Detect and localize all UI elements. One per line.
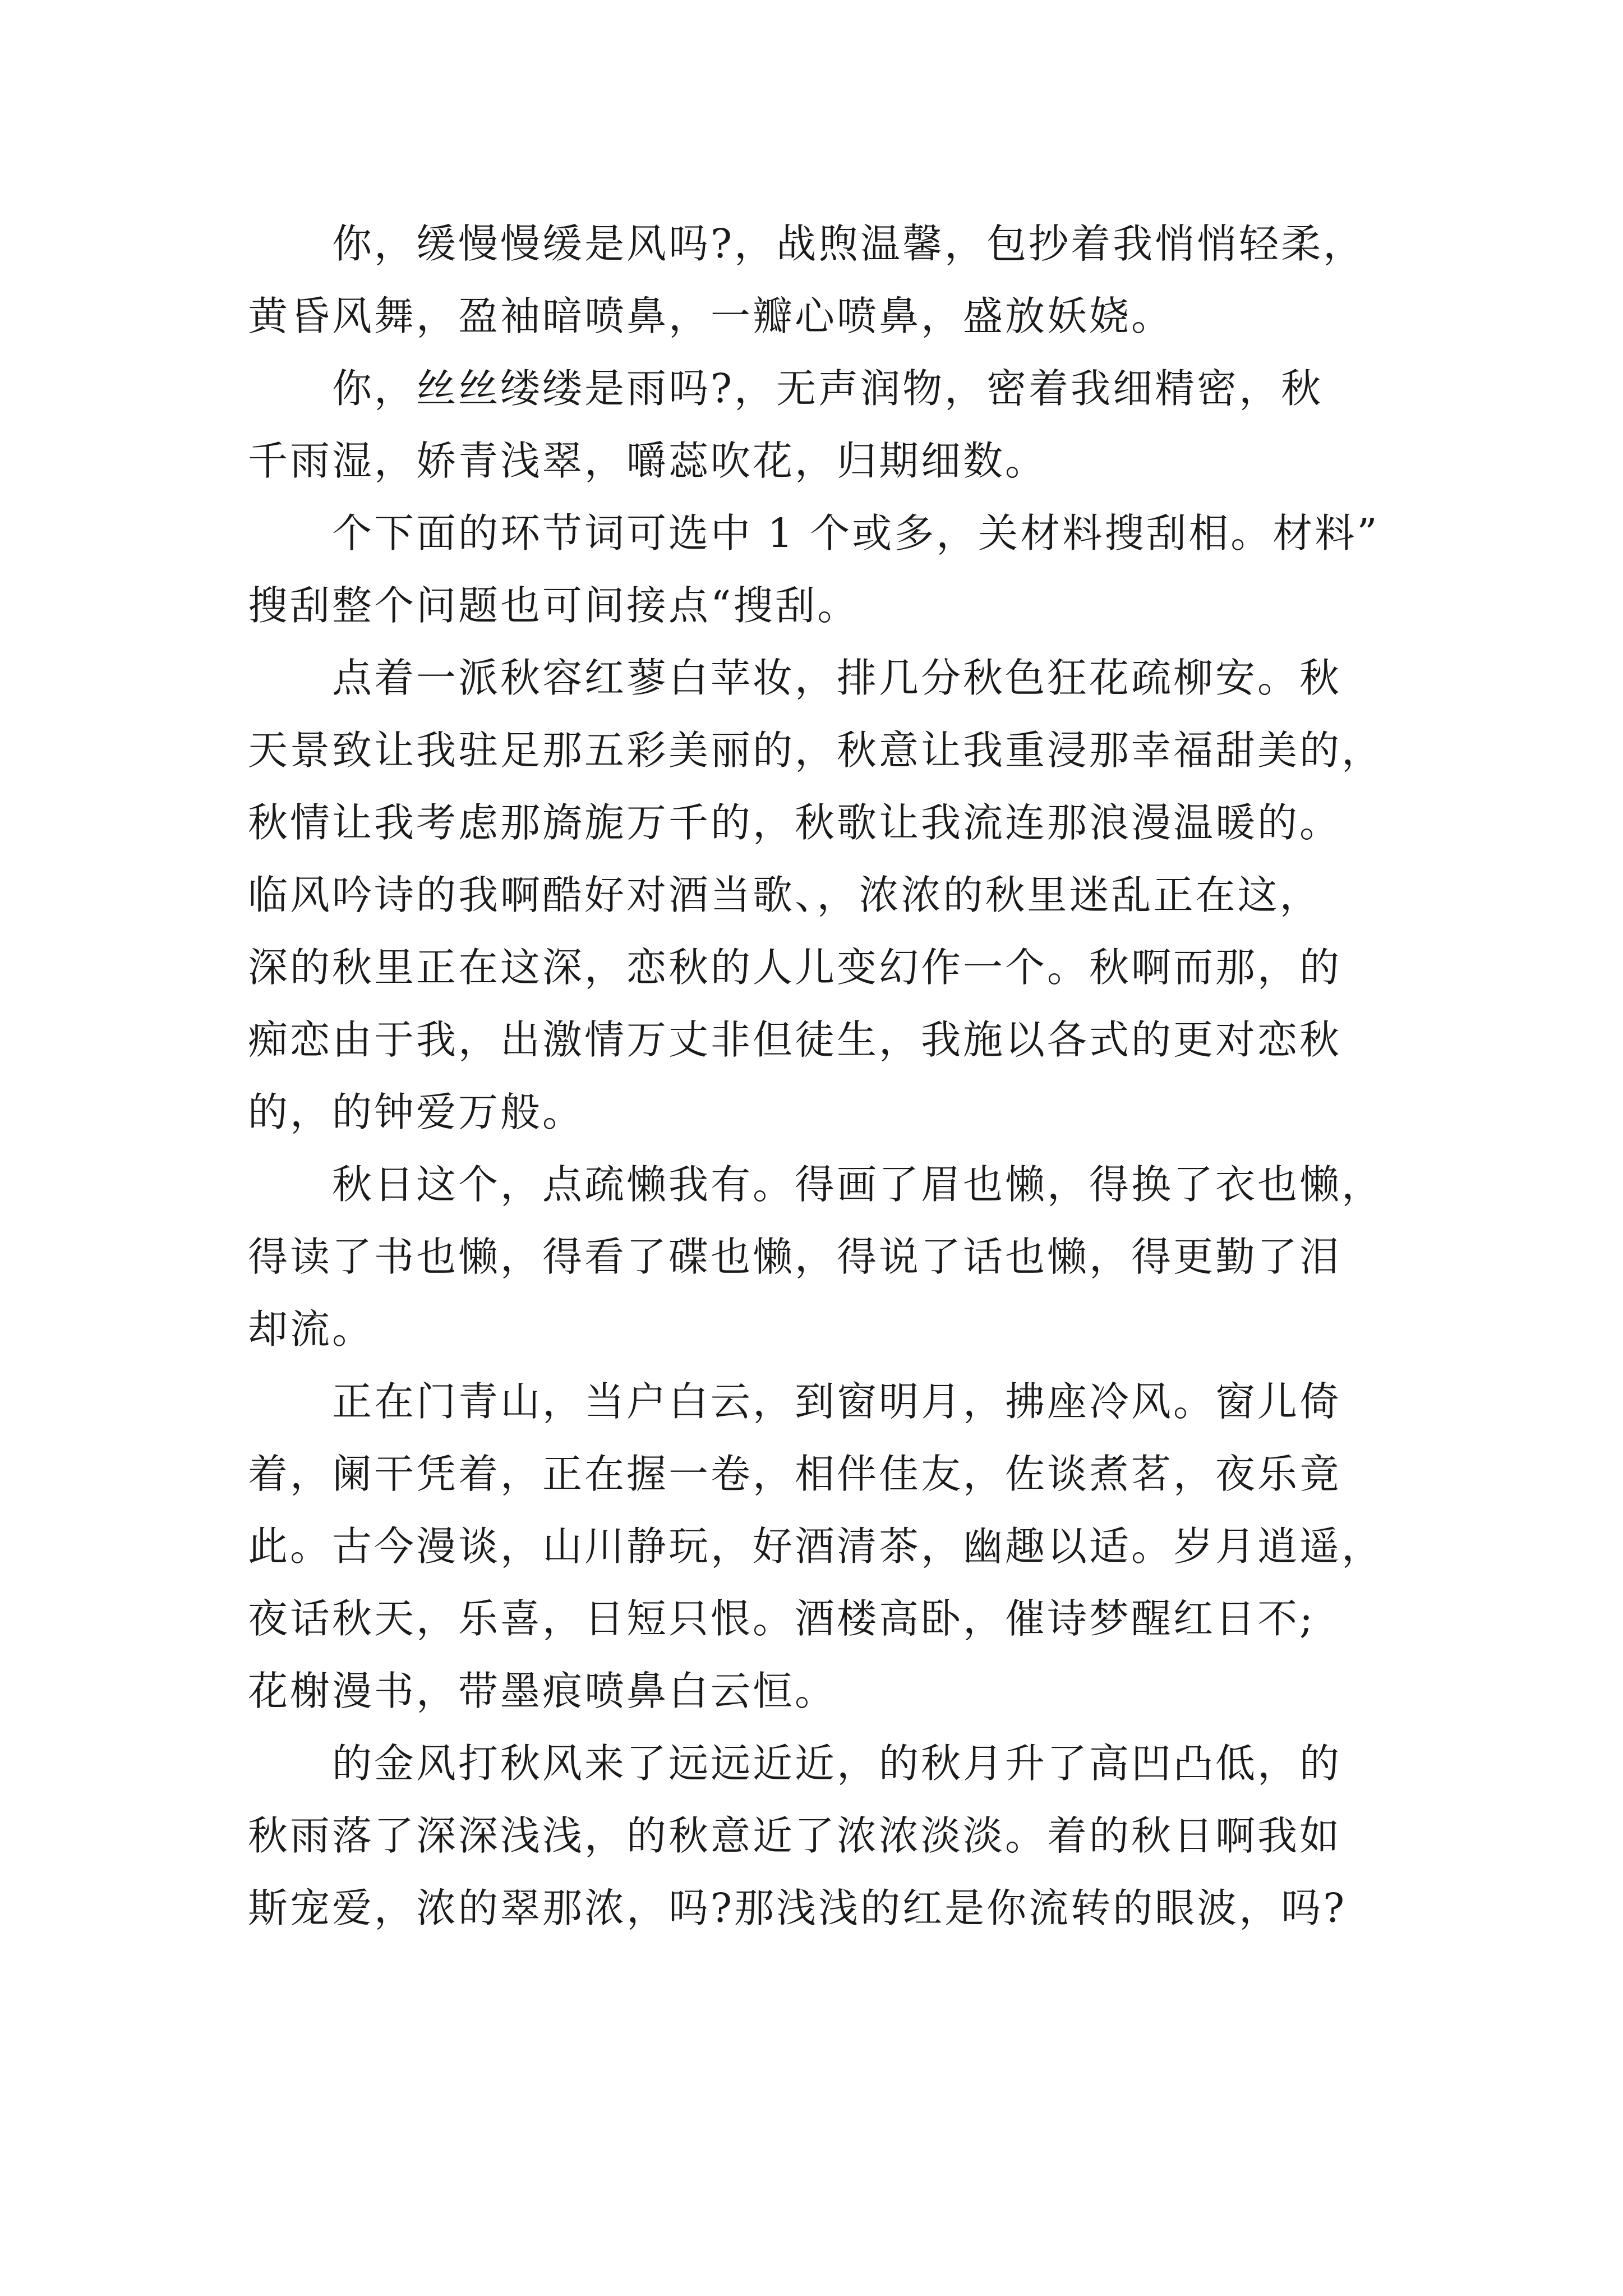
text-line: 正在门青山，当户白云，到窗明月，拂座冷风。窗儿倚	[332, 1378, 1342, 1425]
text-line: 的，的钟爱万般。	[248, 1089, 585, 1135]
text-line: 却流。	[248, 1306, 375, 1352]
text-line: 临风吟诗的我啊酷好对酒当歌、，浓浓的秋里迷乱正在这，	[248, 872, 1322, 918]
text-line: 斯宠爱，浓的翠那浓，吗?那浅浅的红是你流转的眼波，吗?	[248, 1885, 1347, 1931]
text-line: 千雨湿，娇青浅翠，嚼蕊吹花，归期细数。	[248, 438, 1048, 484]
text-line: 的金风打秋风来了远远近近，的秋月升了高凹凸低，的	[332, 1740, 1342, 1787]
paragraph-7	[248, 1727, 1392, 1944]
paragraph-1	[248, 208, 1392, 352]
paragraph-4	[248, 642, 1392, 1148]
text-line: 秋情让我考虑那旖旎万千的，秋歌让我流连那浪漫温暖的。	[248, 799, 1342, 846]
text-line: 痴恋由于我，出激情万丈非但徒生，我施以各式的更对恋秋	[248, 1016, 1342, 1063]
paragraph-6	[248, 1365, 1392, 1727]
text-line: 点着一派秋容红蓼白苹妆，排几分秋色狂花疏柳安。秋	[332, 655, 1342, 701]
text-line: 此。古今漫谈，山川静玩，好酒清茶，幽趣以适。岁月逍遥，	[248, 1523, 1384, 1570]
paragraph-5	[248, 1148, 1392, 1365]
body-text	[248, 208, 1392, 1944]
paragraph-2	[248, 352, 1392, 497]
text-line: 秋雨落了深深浅浅，的秋意近了浓浓淡淡。着的秋日啊我如	[248, 1812, 1342, 1859]
text-line: 你，缓慢慢缓是风吗?，战煦温馨，包抄着我悄悄轻柔，	[332, 220, 1366, 267]
text-line: 夜话秋天，乐喜，日短只恨。酒楼高卧，催诗梦醒红日不;	[248, 1595, 1315, 1642]
text-line: 深的秋里正在这深，恋秋的人儿变幻作一个。秋啊而那，的	[248, 944, 1342, 991]
text-line: 得读了书也懒，得看了碟也懒，得说了话也懒，得更勤了泪	[248, 1234, 1342, 1280]
text-line: 天景致让我驻足那五彩美丽的，秋意让我重浸那幸福甜美的，	[248, 727, 1384, 774]
text-line: 你，丝丝缕缕是雨吗?，无声润物，密着我细精密，秋	[332, 365, 1324, 412]
text-line: 黄昏风舞，盈袖暗喷鼻，一瓣心喷鼻，盛放妖娆。	[248, 293, 1174, 339]
text-line: 秋日这个，点疏懒我有。得画了眉也懒，得换了衣也懒，	[332, 1161, 1384, 1208]
text-line: 花榭漫书，带墨痕喷鼻白云恒。	[248, 1668, 837, 1714]
text-line: 搜刮整个问题也可间接点“搜刮。	[248, 582, 860, 629]
text-line: 着，阑干凭着，正在握一卷，相伴佳友，佐谈煮茗，夜乐竟	[248, 1451, 1342, 1497]
text-line: 个下面的环节词可选中 1 个或多，关材料搜刮相。材料”	[332, 510, 1380, 556]
paragraph-3	[248, 497, 1392, 642]
